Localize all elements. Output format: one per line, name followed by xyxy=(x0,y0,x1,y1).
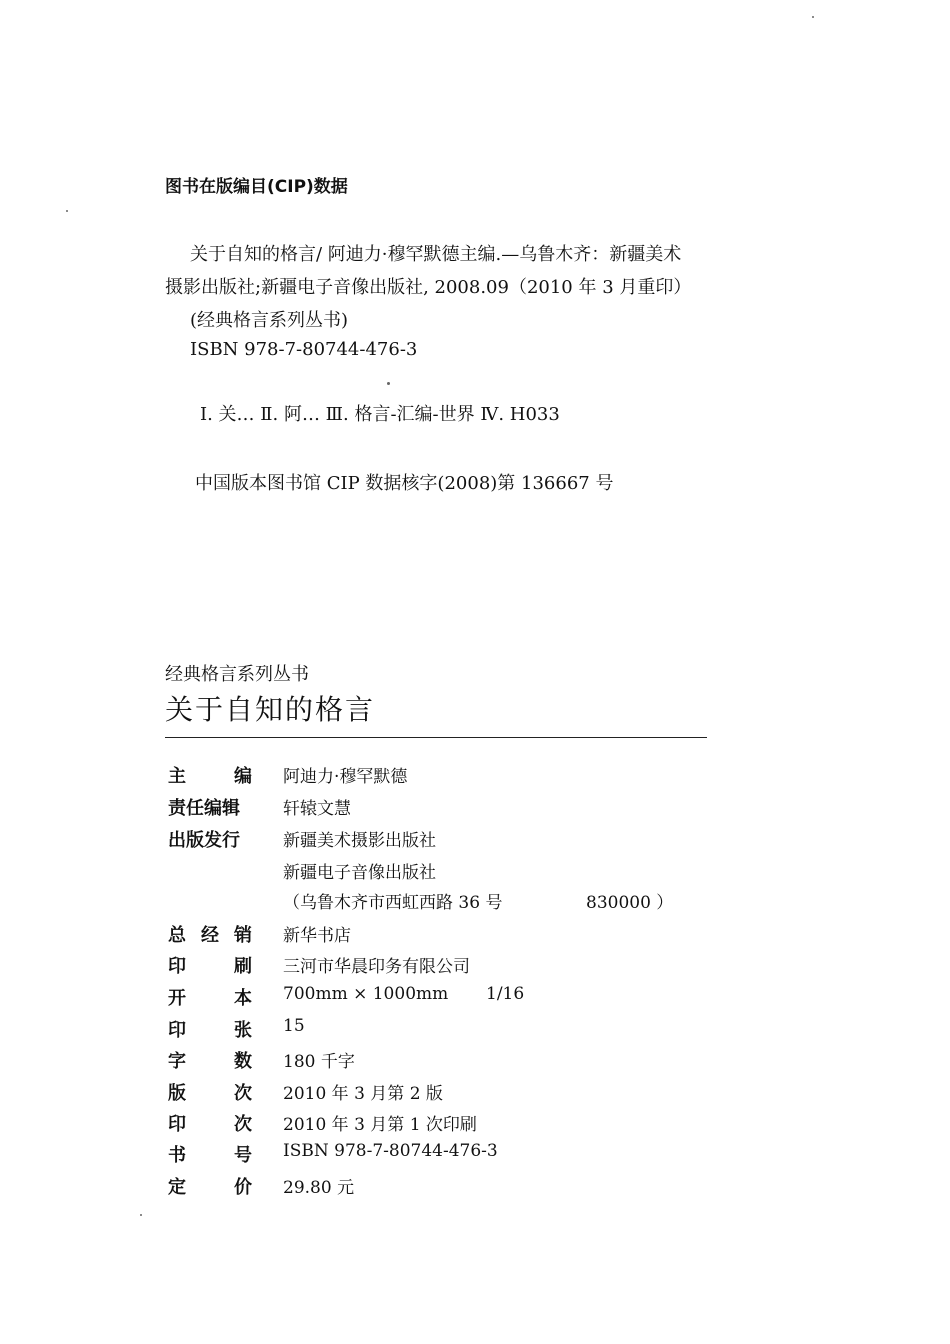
colophon-value: 新华书店 xyxy=(283,926,351,946)
colophon-label xyxy=(168,1141,252,1167)
colophon-label xyxy=(168,1047,252,1073)
colophon-label xyxy=(168,1016,252,1042)
colophon-label xyxy=(168,826,252,852)
scan-speck xyxy=(812,16,814,18)
colophon-label-char: 印 xyxy=(168,956,186,977)
colophon-label xyxy=(168,952,252,978)
colophon-label-char: 出版发行 xyxy=(168,830,240,851)
colophon-label-char: 本 xyxy=(234,988,252,1009)
colophon-label-char: 印 xyxy=(168,1020,186,1041)
cip-classification-line: Ⅰ. 关… Ⅱ. 阿… Ⅲ. 格言-汇编-世界 Ⅳ. H033 xyxy=(200,404,560,425)
colophon-value: （乌鲁木齐市西虹西路 36 号 xyxy=(283,893,503,913)
colophon-value: 三河市华晨印务有限公司 xyxy=(283,957,470,977)
colophon-label xyxy=(168,921,252,947)
colophon-value: 新疆电子音像出版社 xyxy=(283,863,436,883)
colophon-label-char: 刷 xyxy=(234,956,252,977)
colophon-value: 15 xyxy=(283,1016,305,1036)
book-title: 关于自知的格言 xyxy=(165,693,376,726)
colophon-label-char: 次 xyxy=(234,1083,252,1104)
colophon-value: 29.80 元 xyxy=(283,1178,355,1198)
colophon-value: 180 千字 xyxy=(283,1052,355,1072)
colophon-label-char: 总 xyxy=(168,925,186,946)
colophon-value-secondary: 1/16 xyxy=(486,984,525,1004)
colophon-value: ISBN 978-7-80744-476-3 xyxy=(283,1141,498,1161)
colophon-label-char: 印 xyxy=(168,1114,186,1135)
colophon-value: 700mm × 1000mm xyxy=(283,984,449,1004)
divider-rule xyxy=(165,737,707,738)
cip-title-line: 关于自知的格言/ 阿迪力·穆罕默德主编.—乌鲁木齐：新疆美术 xyxy=(190,244,682,265)
cip-series-line: (经典格言系列丛书) xyxy=(190,310,349,331)
colophon-label-char: 定 xyxy=(168,1177,186,1198)
colophon-value: 阿迪力·穆罕默德 xyxy=(283,767,408,787)
cip-isbn-line: ISBN 978-7-80744-476-3 xyxy=(190,339,418,360)
colophon-label xyxy=(168,762,252,788)
colophon-label-char: 版 xyxy=(168,1083,186,1104)
colophon-value: 新疆美术摄影出版社 xyxy=(283,831,436,851)
scan-speck xyxy=(140,1214,142,1216)
colophon-label xyxy=(168,794,252,820)
colophon-label xyxy=(168,1079,252,1105)
colophon-value-secondary: 830000 ） xyxy=(586,893,674,913)
colophon-value: 2010 年 3 月第 1 次印刷 xyxy=(283,1115,477,1135)
colophon-label-char: 责任编辑 xyxy=(168,798,240,819)
scan-speck xyxy=(66,210,68,212)
scan-speck xyxy=(387,382,390,385)
colophon-label-char: 开 xyxy=(168,988,186,1009)
colophon-label-char: 数 xyxy=(234,1051,252,1072)
colophon-label-char: 经 xyxy=(201,925,219,946)
colophon-label-char: 编 xyxy=(234,766,252,787)
colophon-label-char: 主 xyxy=(168,766,186,787)
colophon-label xyxy=(168,1110,252,1136)
colophon-label xyxy=(168,984,252,1010)
cip-library-record-line: 中国版本图书馆 CIP 数据核字(2008)第 136667 号 xyxy=(195,473,614,494)
colophon-label-char: 次 xyxy=(234,1114,252,1135)
cip-publisher-line: 摄影出版社;新疆电子音像出版社, 2008.09（2010 年 3 月重印） xyxy=(165,277,692,298)
colophon-label-char: 张 xyxy=(234,1020,252,1041)
colophon-label-char: 销 xyxy=(234,925,252,946)
colophon-label-char: 号 xyxy=(234,1145,252,1166)
colophon-value: 2010 年 3 月第 2 版 xyxy=(283,1084,443,1104)
colophon-label-char: 字 xyxy=(168,1051,186,1072)
series-name: 经典格言系列丛书 xyxy=(165,664,309,685)
cip-heading: 图书在版编目(CIP)数据 xyxy=(165,177,348,197)
colophon-value: 轩辕文慧 xyxy=(283,799,351,819)
colophon-label-char: 价 xyxy=(234,1177,252,1198)
colophon-label xyxy=(168,1173,252,1199)
colophon-label-char: 书 xyxy=(168,1145,186,1166)
